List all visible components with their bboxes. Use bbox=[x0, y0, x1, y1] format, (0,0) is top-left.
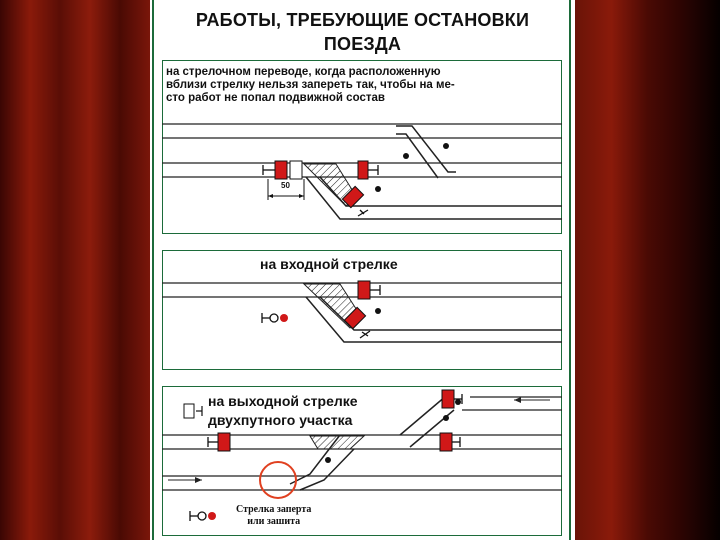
switch-dot bbox=[325, 457, 331, 463]
direction-arrow bbox=[195, 477, 202, 483]
legend-line-2: или зашита bbox=[247, 516, 301, 527]
diagram-section-2 bbox=[162, 281, 562, 342]
switch-dot bbox=[443, 143, 449, 149]
section-1-line-1: на стрелочном переводе, когда расположенную bbox=[166, 66, 441, 78]
red-signal bbox=[218, 433, 230, 451]
switch-dot bbox=[403, 153, 409, 159]
work-zone bbox=[310, 436, 364, 449]
white-marker bbox=[290, 161, 302, 179]
lock-symbol-red bbox=[280, 314, 288, 322]
switch-dot bbox=[375, 186, 381, 192]
legend-lock-symbol-red bbox=[208, 512, 216, 520]
direction-arrow bbox=[514, 397, 521, 403]
red-signal bbox=[358, 161, 368, 179]
crossover-track bbox=[300, 449, 354, 490]
white-marker bbox=[184, 404, 194, 418]
section-1-line-3: сто работ не попал подвижной состав bbox=[166, 92, 385, 104]
crossover-track bbox=[396, 134, 438, 178]
red-signal bbox=[440, 433, 452, 451]
curtain-right bbox=[575, 0, 720, 540]
section-3-caption bbox=[208, 392, 358, 430]
section-3-line-2: двухпутного участка bbox=[208, 412, 353, 428]
red-signal bbox=[358, 281, 370, 299]
legend-line-1: Стрелка заперта bbox=[236, 504, 312, 515]
red-signal bbox=[275, 161, 287, 179]
poster-panel bbox=[150, 0, 575, 540]
diagram-section-1 bbox=[162, 124, 562, 219]
section-1-line-2: вблизи стрелку нельзя запереть так, чтобы на ме- bbox=[166, 79, 455, 91]
crossover-track bbox=[396, 126, 456, 172]
section-1-caption bbox=[166, 66, 558, 105]
switch-dot bbox=[443, 415, 449, 421]
lock-symbol bbox=[270, 314, 278, 322]
switch-dot bbox=[455, 399, 461, 405]
highlight-circle bbox=[260, 462, 296, 498]
switch-dot bbox=[375, 308, 381, 314]
title-line-2: ПОЕЗДА bbox=[323, 34, 402, 54]
curtain-left bbox=[0, 0, 150, 540]
legend-caption bbox=[236, 504, 311, 528]
distance-label: 50 bbox=[281, 181, 290, 190]
title-line-1: РАБОТЫ, ТРЕБУЮЩИЕ ОСТАНОВКИ bbox=[195, 10, 530, 30]
red-signal bbox=[442, 390, 454, 408]
section-2-caption: на входной стрелке bbox=[260, 256, 398, 272]
legend-lock-symbol bbox=[198, 512, 206, 520]
section-3-line-1: на выходной стрелке bbox=[208, 393, 358, 409]
